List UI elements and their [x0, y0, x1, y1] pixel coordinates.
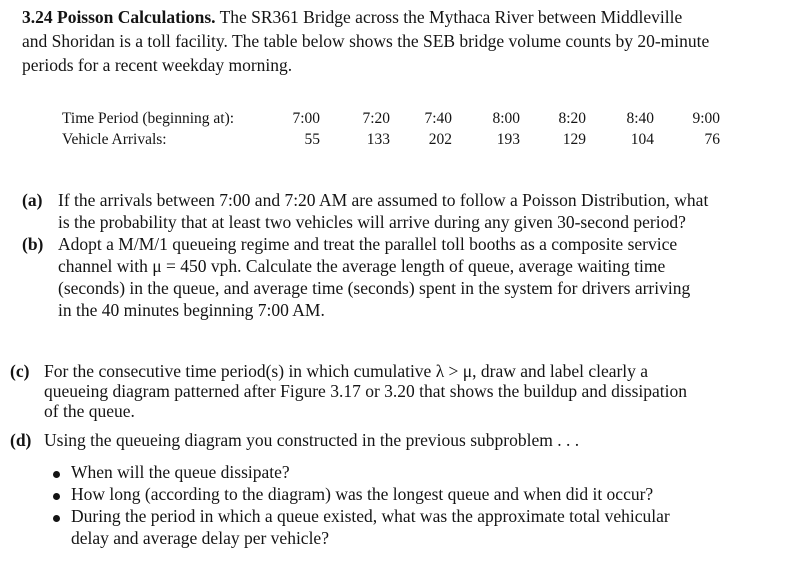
- part-d: [10, 429, 790, 451]
- table-cell-time: 9:00: [692, 110, 720, 127]
- table-cell-time: 7:40: [424, 110, 452, 127]
- part-b-line-4: in the 40 minutes beginning 7:00 AM.: [58, 300, 325, 320]
- part-a-label: (a): [22, 190, 43, 210]
- table-cell-time: 8:40: [626, 110, 654, 127]
- part-a-line-1: If the arrivals between 7:00 and 7:20 AM are assumed to follow a Poisson Distribution, what: [58, 190, 709, 210]
- table-cell-arrivals: 55: [304, 131, 320, 148]
- bullet-item-3: During the period in which a queue existed, what was the approximate total vehicular: [71, 506, 670, 526]
- intro-text-1: The SR361 Bridge across the Mythaca River between Middleville: [219, 7, 683, 27]
- table-cell-time: 7:20: [362, 110, 390, 127]
- bullet-dot-icon: [53, 493, 60, 500]
- table-row-label-time: Time Period (beginning at):: [62, 110, 235, 127]
- problem-intro-line-3: periods for a recent weekday morning.: [22, 55, 293, 75]
- table-cell-arrivals: 104: [630, 131, 654, 148]
- part-c-line-2: queueing diagram patterned after Figure 3.17 or 3.20 that shows the buildup and dissipation: [44, 381, 687, 401]
- bullet-item-2: How long (according to the diagram) was the longest queue and when did it occur?: [71, 484, 654, 504]
- bullet-item-1: When will the queue dissipate?: [71, 462, 290, 482]
- part-c: [10, 360, 790, 426]
- bullet-dot-icon: [53, 471, 60, 478]
- part-b-line-3: (seconds) in the queue, and average time (seconds) spent in the system for drivers arriving: [58, 278, 691, 298]
- part-b-line-1: Adopt a M/M/1 queueing regime and treat the parallel toll booths as a composite service: [58, 234, 678, 254]
- part-d-line-1: Using the queueing diagram you constructed in the previous subproblem . . .: [44, 430, 580, 450]
- problem-title: 3.24 Poisson Calculations.: [22, 7, 216, 27]
- table-cell-time: 8:00: [492, 110, 520, 127]
- arrivals-table: [0, 0, 800, 160]
- table-cell-arrivals: 202: [428, 131, 452, 148]
- bullet-item-3-continued: delay and average delay per vehicle?: [71, 528, 329, 548]
- part-c-label: (c): [10, 361, 30, 381]
- part-c-line-1: For the consecutive time period(s) in which cumulative λ > μ, draw and label clearly a: [44, 361, 649, 381]
- part-a-line-2: is the probability that at least two vehicles will arrive during any given 30-second period?: [58, 212, 686, 232]
- part-a: [22, 189, 792, 233]
- table-cell-arrivals: 133: [366, 131, 390, 148]
- table-cell-arrivals: 129: [562, 131, 586, 148]
- part-c-line-3: of the queue.: [44, 401, 135, 421]
- part-b-label: (b): [22, 234, 44, 254]
- table-cell-arrivals: 193: [496, 131, 520, 148]
- problem-intro-line-2: and Shoridan is a toll facility. The table below shows the SEB bridge volume counts by 20-minute: [22, 31, 710, 51]
- part-b-line-2: channel with μ = 450 vph. Calculate the average length of queue, average waiting time: [58, 256, 666, 276]
- table-cell-arrivals: 76: [704, 131, 720, 148]
- table-cell-time: 7:00: [292, 110, 320, 127]
- part-b: [22, 233, 792, 321]
- table-row-label-arrivals: Vehicle Arrivals:: [62, 131, 167, 148]
- bullet-dot-icon: [53, 515, 60, 522]
- table-cell-time: 8:20: [558, 110, 586, 127]
- part-d-label: (d): [10, 430, 32, 450]
